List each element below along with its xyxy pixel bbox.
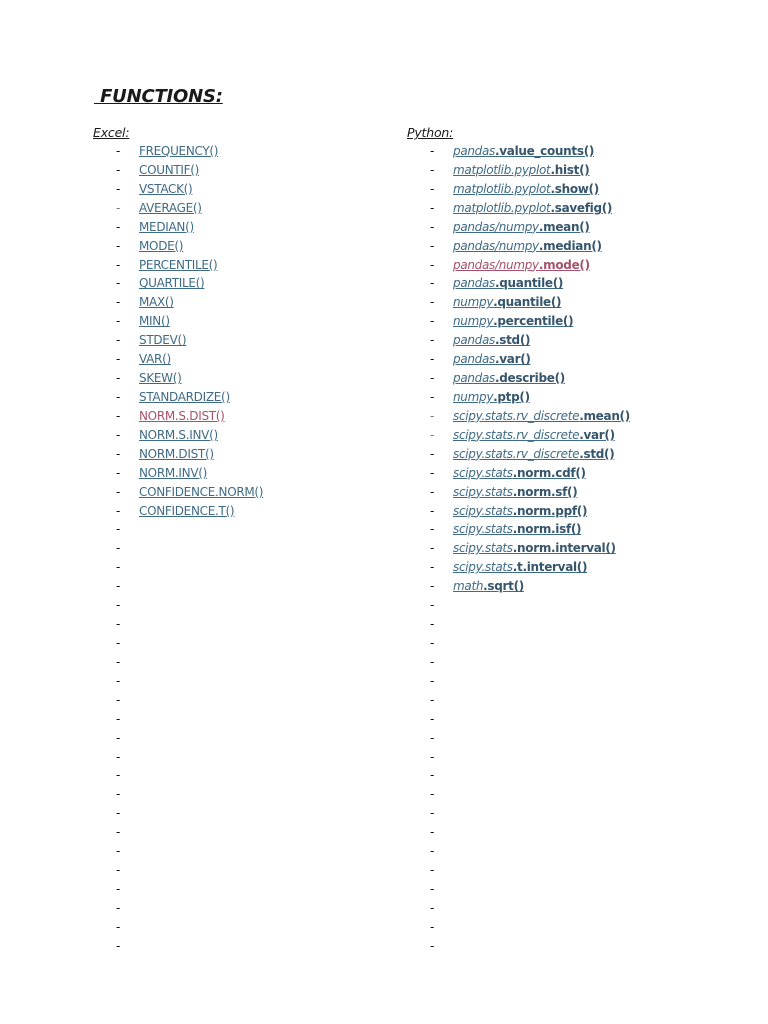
bullet-dash: - — [430, 673, 435, 688]
list-item — [407, 596, 747, 615]
list-item — [93, 426, 383, 445]
list-item — [93, 729, 383, 748]
excel-heading-colon: : — [125, 125, 130, 140]
excel-heading-label: Excel — [93, 125, 126, 140]
list-item — [93, 937, 383, 956]
list-item — [93, 710, 383, 729]
bullet-dash: - — [116, 825, 121, 840]
excel-function-link[interactable]: MAX() — [139, 295, 174, 310]
excel-column — [93, 123, 383, 956]
bullet-dash: - — [430, 635, 435, 650]
bullet-dash: - — [116, 371, 121, 386]
bullet-dash: - — [116, 484, 121, 499]
list-item — [407, 672, 747, 691]
bullet-dash: - — [116, 598, 121, 613]
python-method-name: .mean() — [579, 408, 630, 423]
python-function-list — [407, 142, 747, 956]
bullet-dash: - — [430, 295, 435, 310]
bullet-dash: - — [116, 144, 121, 158]
list-item — [407, 539, 747, 558]
python-function-link[interactable] — [453, 539, 616, 558]
list-item — [407, 369, 747, 388]
list-item — [93, 918, 383, 937]
python-module-name: pandas — [453, 352, 495, 367]
bullet-dash: - — [116, 408, 121, 423]
list-item — [93, 615, 383, 634]
bullet-dash: - — [430, 257, 435, 272]
python-heading — [407, 123, 747, 142]
bullet-dash: - — [430, 692, 435, 707]
bullet-dash: - — [430, 541, 435, 556]
list-item — [93, 880, 383, 899]
bullet-dash: - — [116, 579, 121, 594]
list-item — [407, 823, 747, 842]
bullet-dash: - — [116, 768, 121, 783]
bullet-dash: - — [116, 900, 121, 915]
python-function-link[interactable] — [453, 218, 590, 237]
excel-function-link[interactable]: SKEW() — [139, 371, 182, 386]
bullet-dash: - — [116, 617, 121, 632]
bullet-dash: - — [116, 503, 121, 518]
list-item — [407, 407, 747, 426]
list-item — [93, 766, 383, 785]
list-item — [407, 748, 747, 767]
bullet-dash: - — [116, 200, 121, 215]
list-item — [407, 577, 747, 596]
bullet-dash: - — [430, 484, 435, 499]
list-item — [93, 256, 383, 275]
bullet-dash: - — [430, 314, 435, 329]
bullet-dash: - — [430, 579, 435, 594]
python-method-name: .describe() — [495, 371, 565, 386]
excel-function-link[interactable]: NORM.DIST() — [139, 446, 214, 461]
python-module-name: matplotlib.pyplot — [453, 200, 551, 215]
python-function-link[interactable] — [453, 483, 577, 502]
python-module-name: scipy.stats.rv_discrete — [453, 408, 580, 423]
list-item — [93, 312, 383, 331]
python-function-link[interactable] — [453, 293, 561, 312]
bullet-dash: - — [430, 181, 435, 196]
list-item — [93, 634, 383, 653]
bullet-dash: - — [116, 162, 121, 177]
python-method-name: .hist() — [550, 162, 590, 177]
python-method-name: .median() — [538, 238, 602, 253]
bullet-dash: - — [430, 711, 435, 726]
list-item — [93, 407, 383, 426]
list-item — [93, 520, 383, 539]
bullet-dash: - — [116, 730, 121, 745]
excel-function-link[interactable]: NORM.INV() — [139, 465, 208, 480]
list-item — [93, 218, 383, 237]
excel-function-link[interactable]: MEDIAN() — [139, 219, 194, 234]
list-item — [93, 861, 383, 880]
list-item — [93, 842, 383, 861]
bullet-dash: - — [116, 181, 121, 196]
bullet-dash: - — [430, 617, 435, 632]
list-item — [407, 312, 747, 331]
excel-function-link[interactable]: AVERAGE() — [139, 200, 202, 215]
python-method-name: .std() — [579, 446, 615, 461]
list-item — [407, 766, 747, 785]
python-function-link[interactable] — [453, 426, 615, 445]
excel-function-link[interactable]: VAR() — [139, 352, 171, 367]
list-item — [407, 464, 747, 483]
python-module-name: numpy — [453, 295, 494, 310]
excel-function-link[interactable]: MODE() — [139, 238, 184, 253]
bullet-dash: - — [116, 295, 121, 310]
bullet-dash: - — [430, 200, 435, 215]
bullet-dash: - — [430, 219, 435, 234]
bullet-dash: - — [430, 238, 435, 253]
list-item — [407, 199, 747, 218]
list-item — [93, 823, 383, 842]
list-item — [93, 237, 383, 256]
python-function-link[interactable] — [453, 161, 589, 180]
python-function-link[interactable] — [453, 274, 563, 293]
python-function-link[interactable] — [453, 350, 531, 369]
list-item — [407, 256, 747, 275]
list-item — [407, 804, 747, 823]
list-item — [407, 785, 747, 804]
page-title: FUNCTIONS: — [94, 86, 223, 107]
bullet-dash: - — [430, 598, 435, 613]
list-item — [93, 502, 383, 521]
python-module-name: scipy.stats — [453, 541, 513, 556]
bullet-dash: - — [116, 219, 121, 234]
bullet-dash: - — [430, 162, 435, 177]
bullet-dash: - — [116, 389, 121, 404]
python-method-name: .quantile() — [493, 295, 562, 310]
bullet-dash: - — [116, 333, 121, 348]
python-function-link[interactable] — [453, 180, 599, 199]
python-module-name: scipy.stats.rv_discrete — [453, 446, 580, 461]
list-item — [407, 634, 747, 653]
python-method-name: .sqrt() — [483, 579, 524, 594]
python-function-link[interactable] — [453, 388, 530, 407]
python-method-name: .var() — [495, 352, 531, 367]
list-item — [93, 464, 383, 483]
list-item — [93, 596, 383, 615]
list-item — [93, 539, 383, 558]
list-item — [407, 842, 747, 861]
list-item — [93, 577, 383, 596]
list-item — [407, 729, 747, 748]
list-item — [407, 237, 747, 256]
list-item — [407, 483, 747, 502]
bullet-dash: - — [430, 938, 435, 953]
list-item — [407, 331, 747, 350]
python-function-link[interactable] — [453, 237, 602, 256]
bullet-dash: - — [116, 427, 121, 442]
bullet-dash: - — [116, 314, 121, 329]
list-item — [407, 918, 747, 937]
bullet-dash: - — [430, 844, 435, 859]
python-module-name: scipy.stats — [453, 484, 513, 499]
excel-function-link[interactable]: FREQUENCY() — [139, 144, 219, 158]
list-item — [93, 369, 383, 388]
list-item — [93, 483, 383, 502]
bullet-dash: - — [430, 503, 435, 518]
bullet-dash: - — [116, 938, 121, 953]
python-module-name: scipy.stats — [453, 560, 513, 575]
bullet-dash: - — [430, 806, 435, 821]
python-method-name: .ptp() — [493, 389, 530, 404]
excel-function-link[interactable]: NORM.S.INV() — [139, 427, 218, 442]
python-module-name: scipy.stats — [453, 522, 513, 537]
bullet-dash: - — [116, 881, 121, 896]
bullet-dash: - — [430, 825, 435, 840]
python-function-link[interactable] — [453, 256, 590, 275]
list-item — [407, 218, 747, 237]
bullet-dash: - — [116, 560, 121, 575]
python-module-name: numpy — [453, 389, 494, 404]
excel-function-link[interactable]: CONFIDENCE.T() — [139, 503, 235, 518]
python-method-name: .show() — [550, 181, 599, 196]
bullet-dash: - — [116, 673, 121, 688]
list-item — [93, 899, 383, 918]
bullet-dash: - — [430, 730, 435, 745]
list-item — [93, 558, 383, 577]
python-column — [407, 123, 747, 956]
bullet-dash: - — [430, 144, 435, 158]
python-function-link[interactable] — [453, 312, 573, 331]
list-item — [93, 445, 383, 464]
python-function-link[interactable] — [453, 558, 587, 577]
bullet-dash: - — [116, 541, 121, 556]
list-item — [407, 861, 747, 880]
bullet-dash: - — [430, 371, 435, 386]
bullet-dash: - — [430, 333, 435, 348]
list-item — [407, 880, 747, 899]
bullet-dash: - — [116, 654, 121, 669]
python-module-name: pandas/numpy — [453, 257, 539, 272]
list-item — [93, 199, 383, 218]
list-item — [407, 445, 747, 464]
bullet-dash: - — [430, 408, 435, 423]
list-item — [407, 502, 747, 521]
bullet-dash: - — [430, 787, 435, 802]
python-method-name: .norm.isf() — [512, 522, 582, 537]
bullet-dash: - — [430, 654, 435, 669]
bullet-dash: - — [116, 238, 121, 253]
bullet-dash: - — [116, 276, 121, 291]
bullet-dash: - — [116, 257, 121, 272]
python-function-link[interactable] — [453, 142, 594, 161]
python-method-name: .mode() — [538, 257, 590, 272]
python-method-name: .var() — [579, 427, 615, 442]
bullet-dash: - — [430, 352, 435, 367]
excel-heading — [93, 123, 383, 142]
python-module-name: matplotlib.pyplot — [453, 162, 551, 177]
bullet-dash: - — [430, 768, 435, 783]
bullet-dash: - — [430, 919, 435, 934]
python-module-name: pandas — [453, 333, 495, 348]
bullet-dash: - — [116, 522, 121, 537]
list-item — [407, 937, 747, 956]
list-item — [407, 710, 747, 729]
python-method-name: .std() — [495, 333, 531, 348]
bullet-dash: - — [116, 465, 121, 480]
bullet-dash: - — [430, 465, 435, 480]
python-function-link[interactable] — [453, 520, 581, 539]
python-module-name: pandas/numpy — [453, 238, 539, 253]
excel-function-link[interactable]: MIN() — [139, 314, 170, 329]
python-method-name: .quantile() — [495, 276, 564, 291]
python-function-link[interactable] — [453, 577, 524, 596]
python-module-name: math — [453, 579, 484, 594]
bullet-dash: - — [116, 919, 121, 934]
python-function-link[interactable] — [453, 331, 530, 350]
bullet-dash: - — [116, 749, 121, 764]
bullet-dash: - — [116, 635, 121, 650]
list-item — [93, 161, 383, 180]
excel-function-link[interactable]: VSTACK() — [139, 181, 193, 196]
python-heading-label: Python — [407, 125, 450, 140]
list-item — [407, 558, 747, 577]
list-item — [93, 274, 383, 293]
excel-function-link[interactable]: NORM.S.DIST() — [139, 408, 225, 423]
list-item — [93, 331, 383, 350]
bullet-dash: - — [430, 863, 435, 878]
python-method-name: .norm.sf() — [512, 484, 578, 499]
list-item — [93, 350, 383, 369]
bullet-dash: - — [116, 352, 121, 367]
list-item — [407, 180, 747, 199]
list-item — [93, 293, 383, 312]
python-function-link[interactable] — [453, 407, 630, 426]
excel-function-link[interactable]: QUARTILE() — [139, 276, 205, 291]
list-item — [93, 785, 383, 804]
excel-function-link[interactable]: STANDARDIZE() — [139, 389, 230, 404]
list-item — [407, 388, 747, 407]
python-module-name: pandas — [453, 371, 495, 386]
list-item — [407, 161, 747, 180]
python-method-name: .value_counts() — [495, 144, 595, 158]
python-method-name: .savefig() — [550, 200, 613, 215]
excel-function-list — [93, 142, 383, 956]
bullet-dash: - — [430, 522, 435, 537]
bullet-dash: - — [116, 692, 121, 707]
list-item — [407, 350, 747, 369]
python-module-name: pandas — [453, 144, 495, 158]
python-module-name: matplotlib.pyplot — [453, 181, 551, 196]
bullet-dash: - — [430, 881, 435, 896]
python-method-name: .norm.interval() — [512, 541, 616, 556]
python-function-link[interactable] — [453, 199, 612, 218]
python-method-name: .norm.ppf() — [512, 503, 588, 518]
python-function-link[interactable] — [453, 369, 565, 388]
python-module-name: scipy.stats.rv_discrete — [453, 427, 580, 442]
list-item — [93, 691, 383, 710]
list-item — [407, 142, 747, 161]
bullet-dash: - — [430, 276, 435, 291]
excel-function-link[interactable]: CONFIDENCE.NORM() — [139, 484, 264, 499]
python-module-name: numpy — [453, 314, 494, 329]
python-method-name: .mean() — [538, 219, 590, 234]
list-item — [407, 899, 747, 918]
list-item — [407, 293, 747, 312]
python-function-link[interactable] — [453, 502, 587, 521]
bullet-dash: - — [116, 863, 121, 878]
python-heading-colon: : — [449, 125, 454, 140]
bullet-dash: - — [430, 389, 435, 404]
python-module-name: scipy.stats — [453, 465, 513, 480]
python-module-name: pandas/numpy — [453, 219, 539, 234]
python-function-link[interactable] — [453, 445, 614, 464]
bullet-dash: - — [116, 844, 121, 859]
python-module-name: scipy.stats — [453, 503, 513, 518]
bullet-dash: - — [116, 806, 121, 821]
bullet-dash: - — [116, 787, 121, 802]
bullet-dash: - — [430, 427, 435, 442]
python-function-link[interactable] — [453, 464, 586, 483]
list-item — [93, 672, 383, 691]
bullet-dash: - — [116, 446, 121, 461]
python-method-name: .percentile() — [493, 314, 574, 329]
list-item — [93, 748, 383, 767]
list-item — [93, 388, 383, 407]
excel-function-link[interactable]: COUNTIF() — [139, 162, 200, 177]
python-method-name: .t.interval() — [512, 560, 588, 575]
list-item — [407, 274, 747, 293]
list-item — [93, 180, 383, 199]
excel-function-link[interactable]: PERCENTILE() — [139, 257, 218, 272]
list-item — [93, 804, 383, 823]
list-item — [93, 653, 383, 672]
bullet-dash: - — [116, 711, 121, 726]
bullet-dash: - — [430, 749, 435, 764]
bullet-dash: - — [430, 900, 435, 915]
list-item — [407, 520, 747, 539]
list-item — [407, 426, 747, 445]
list-item — [407, 691, 747, 710]
list-item — [407, 615, 747, 634]
list-item — [407, 653, 747, 672]
python-module-name: pandas — [453, 276, 495, 291]
python-method-name: .norm.cdf() — [512, 465, 586, 480]
list-item — [93, 142, 383, 161]
bullet-dash: - — [430, 560, 435, 575]
excel-function-link[interactable]: STDEV() — [139, 333, 187, 348]
bullet-dash: - — [430, 446, 435, 461]
